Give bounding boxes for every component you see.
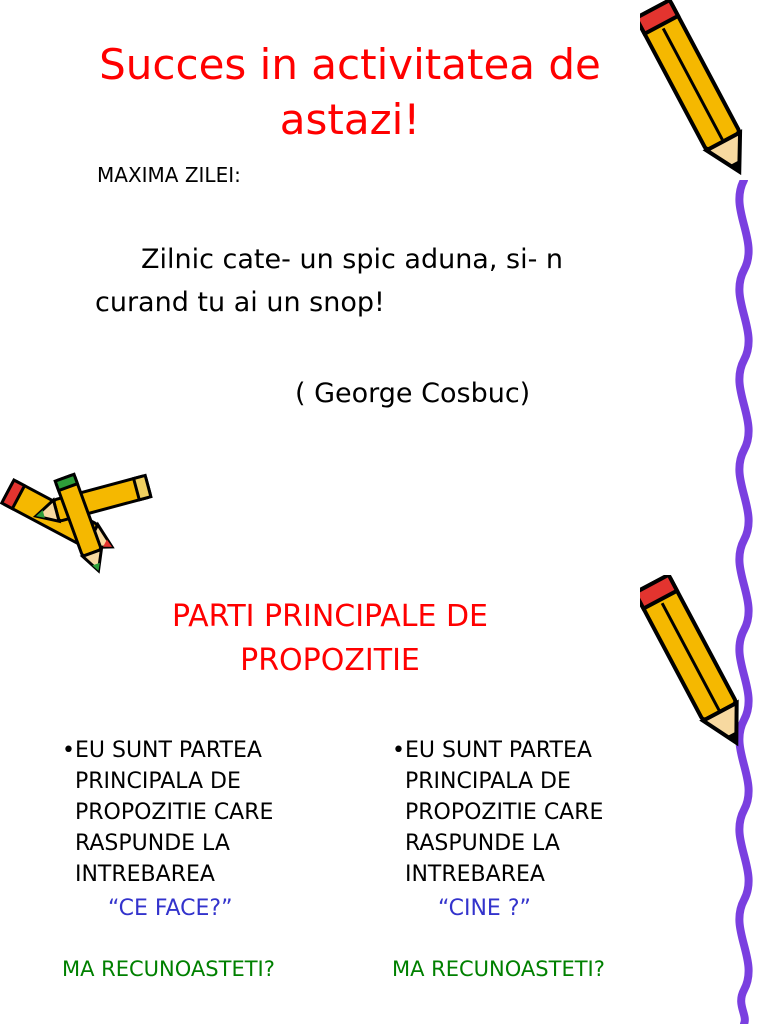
recognize-prompt: MA RECUNOASTETI? bbox=[392, 957, 605, 981]
bullet-item bbox=[392, 735, 692, 890]
slide-title: Succes in activitatea de astazi! bbox=[99, 40, 601, 144]
bullet-icon: • bbox=[62, 738, 75, 763]
column-right bbox=[392, 735, 692, 981]
quote-text: Zilnic cate- un spic aduna, si- n curand tu ai un snop! bbox=[95, 244, 564, 319]
bullet-icon: • bbox=[392, 738, 405, 763]
bullet-text: EU SUNT PARTEA PRINCIPALA DE PROPOZITIE CARE RASPUNDE LA INTREBAREA bbox=[74, 738, 274, 887]
recognize-prompt: MA RECUNOASTETI? bbox=[62, 957, 275, 981]
pencil-icon bbox=[640, 0, 755, 185]
pencil-icon bbox=[640, 575, 750, 755]
quote-author: ( George Cosbuc) bbox=[295, 378, 531, 409]
maxima-label: MAXIMA ZILEI: bbox=[97, 163, 241, 187]
column-left bbox=[62, 735, 362, 981]
slide2-title: PARTI PRINCIPALE DE PROPOZITIE bbox=[171, 599, 489, 678]
bullet-text: EU SUNT PARTEA PRINCIPALA DE PROPOZITIE CARE RASPUNDE LA INTREBAREA bbox=[404, 738, 604, 887]
question-text: “CE FACE?” bbox=[108, 896, 233, 921]
crossed-pencils-icon bbox=[0, 460, 160, 575]
question-text: “CINE ?” bbox=[438, 896, 531, 921]
bullet-item bbox=[62, 735, 362, 890]
